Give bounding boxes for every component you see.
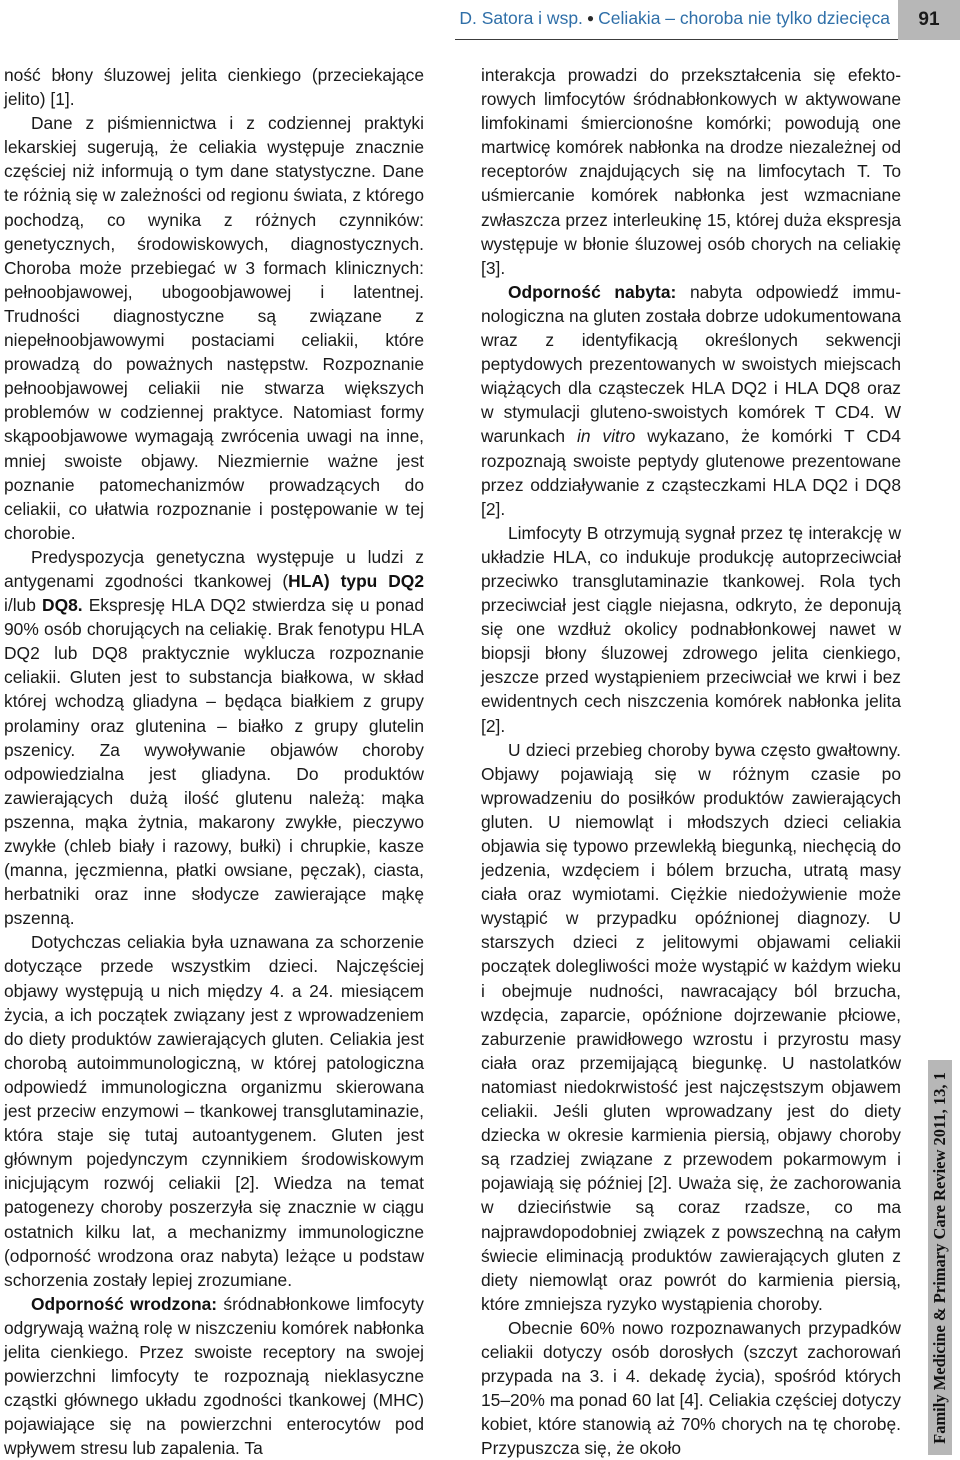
section-label: Odporność wrodzona:	[31, 1293, 218, 1314]
sentence: wykazano, że komórki T CD4 rozpoznają swoiste peptydy glutenowe prezentowane przez oddziaływanie z cząsteczkami HLA DQ2 i DQ8 [2].	[481, 426, 901, 519]
sentence: Natomiast formy skąpoobjawowe wymagają zwrócenia uwagi na inne, mniej swoiste objawy.	[4, 402, 425, 471]
paragraph-children	[481, 738, 901, 1316]
sentence: Celiakia jest chorobą autoimmunologiczną, w której patologiczna odpowiedź immunologiczna organizmu skierowana jest przeciw enzymowi – tkankowej transglutaminazie, która staje się tutaj autoantygenem.	[4, 1028, 424, 1146]
sentence: Choroba może przebiegać w 3 formach klinicznych: pełnoobjawowej, ubogoobjawowej i latentnej.	[4, 257, 424, 302]
sentence: U dzieci przebieg choroby bywa często gwałtowny.	[508, 739, 901, 760]
journal-side-tab	[928, 1060, 952, 1455]
sentence: Predyspozycja genetyczna występuje u ludzi z antygenami zgodności tkankowej (	[4, 546, 424, 591]
paragraph-adults: Obecnie 60% nowo rozpoznawanych przypadków celiakii dotyczy osób dorosłych (szczyt zachorowań przypada na 3. i 4. dekadę życia), spośród których 15–20% ma ponad 60 lat [4]. Celiakia częściej dotyczy kobiet, które stanowią aż 70% chorych na tę chorobę. Przypuszcza się, że około	[481, 1317, 901, 1459]
paragraph-prevalence	[4, 111, 424, 545]
sentence: Przez swoiste receptory na swojej powierzchni limfocyty te rozpoznają nieklasyczne cząstki głównego układu zgodności tkankowej (MHC) pojawiające się na powierzchni enterocytów pod wpływem stresu lub zapalenia. Ta	[4, 1341, 424, 1459]
paragraph-innate-immunity	[4, 1292, 424, 1460]
sentence: Trudności diagnostyczne są związane z niepełnoobjawowymi postaciami celiakii, które prowadzą do poważnych następstw.	[4, 305, 424, 375]
sentence: Jeśli gluten wprowadzany jest do diety dziecka w okresie karmienia piersią, objawy choroby są rzadziej związane z przewodem pokarmowym i pojawiają się później [2].	[481, 1101, 901, 1194]
sentence: Gluten jest to substancja białkowa, w skład której wchodzą gliadyna – będąca białkiem z grupy prolaminy oraz glutenina – białko z grupy glutelin pszenicy.	[4, 667, 425, 760]
running-header	[0, 0, 960, 40]
sentence: nabyta odpowiedź immunologiczna na gluten została dobrze udokumentowana wraz z identyfikacją określonych sekwencji peptydowych prezentowanych w swoistych miejscach wiążących dla cząsteczek HLA DQ2 i HLA DQ8 oraz w stymulacji gluteno-swoistych komórek T CD4. W warunkach	[481, 281, 901, 447]
sentence: Ciężkie niedożywienie może wystąpić w przypadku opóźnionej diagnozy.	[481, 884, 902, 929]
sentence: U niemowląt i młodszych dzieci celiakia objawia się typowo przewlekłą biegunką, niechęcią do jedzenia, wzdęciem i bólem brzucha, utratą masy ciała oraz wymiotami.	[481, 811, 902, 905]
paragraph-pathogenesis	[4, 930, 424, 1291]
section-label: Odporność nabyta:	[508, 281, 677, 302]
page-number: 91	[898, 0, 960, 40]
sentence: Rola tych przeciwciał jest ciągle niejasna, odkryto, że deponują się one wzdłuż okolicy podnabłonkowej nawet w biopsji błony śluzowej zdrowego jelita cienkiego, jeszcze przed wystąpieniem przeciwciał we krwi i bez ewidentnych cech niszczenia komórek nabłonka jelita [2].	[481, 570, 901, 736]
paragraph-b-cells	[481, 521, 901, 738]
sentence: i/lub	[4, 595, 43, 616]
paragraph-continued: ność błony śluzowej jelita cienkiego (przeciekające jelito) [1].	[4, 65, 424, 110]
bullet-separator: ●	[586, 11, 595, 25]
left-column	[4, 63, 424, 1460]
header-article-title: Celiakia – choroba nie tylko dziecięca	[598, 8, 890, 28]
sentence: Limfocyty B otrzymują sygnał przez tę interakcję w układzie HLA, co indukuje produkcję autoprzeciwciał przeciwko transglutaminazie tkankowej.	[481, 522, 901, 591]
italic-term: in vitro	[577, 426, 636, 447]
sentence: Niezmiernie ważne jest poznanie patomechanizmów prowadzących do celiakii, co ułatwia rozpoznanie i postępowanie w tej chorobie.	[4, 450, 424, 543]
paragraph-continued: interakcja prowadzi do przekształcenia się efektorowych limfocytów śródnabłonkowych w aktywowane limfokinami śmiercionośne komórki; powodują one martwicę komórek nabłonka na drodze niezależnej od receptorów znajdujących się na limfocytach T. To uśmiercanie komórek nabłonka jest wzmacniane zwłaszcza przez interleukinę 15, której duża ekspresja występuje w błonie śluzowej osób chorych na celiakię [3].	[481, 65, 901, 278]
sentence: Objawy pojawiają się w różnym czasie po wprowadzeniu do posiłków produktów zawierających gluten.	[481, 763, 901, 832]
running-title	[459, 8, 890, 29]
sentence: Gluten jest głównym pojedynczym czynnikiem środowiskowym inicjującym rozwój celiakii [2].	[4, 1125, 424, 1194]
sentence: Za wywoływanie objawów choroby odpowiedzialna jest gliadyna. Do produktów zawierających dużą ilość glutenu należą: mąka pszenna, mąka żytnia, makarony zwykłe, pieczywo zwykłe (chleb biały i razowy, bułki) i chrupkie, kasze (manna, jęczmienna, płatki owsiane, pęczak), ciasta, herbatniki oraz inne słodycze zawierające mąkę pszenną.	[4, 739, 424, 929]
sentence: Najczęściej objawy występują u nich między 4. a 24. miesiącem życia, a ich początek związany jest z wprowadzeniem do diety produktów zawierających gluten.	[4, 956, 424, 1049]
paragraph-genetics	[4, 545, 424, 931]
right-column	[481, 63, 901, 1460]
sentence: Dotychczas celiakia była uznawana za schorzenie dotyczące przede wszystkim dzieci.	[4, 932, 424, 977]
header-authors: D. Satora i wsp.	[459, 8, 583, 28]
sentence: U nastolatków natomiast niedokrwistość jest najczęstszym objawem celiakii.	[481, 1052, 902, 1122]
paragraph-acquired-immunity	[481, 280, 901, 521]
sentence: Dane z piśmiennictwa i z codziennej praktyki lekarskiej sugerują, że celiakia występuje znacznie częściej niż informują o tym dane statystyczne. Dane te różnią się w zależności od regionu świata, z którego pochodzą, co wynika z różnych czynników: genetycznych, środowiskowych, diagnostycznych.	[4, 113, 424, 254]
sentence: Wiedza na temat patogenezy choroby poszerzyła się znacznie w ciągu ostatnich kilku lat, a mechanizmy immunologiczne (odporność wrodzona oraz nabyta) leżące u podstaw schorzenia zostały lepiej zrozumiane.	[4, 1173, 424, 1290]
sentence: Rozpoznanie pełnoobjawowej celiakii nie stwarza większych problemów w codziennej praktyce.	[4, 354, 424, 423]
sentence: śródnabłonkowe limfocyty odgrywają ważną rolę w niszczeniu komórek nabłonka jelita cienkiego.	[4, 1293, 425, 1362]
sentence: Brak fenotypu HLA DQ2 lub DQ8 praktycznie wyklucza rozpoznanie celiakii.	[4, 619, 424, 688]
sentence: Ekspresję HLA DQ2 stwierdza się u ponad 90% osób chorujących na celiakię.	[4, 595, 425, 640]
bold-term: HLA) typu DQ2	[288, 570, 424, 591]
bold-term: DQ8.	[42, 595, 83, 616]
journal-citation: Family Medicine & Primary Care Review 2011, 13, 1	[930, 1071, 949, 1444]
sentence: Uważa się, że zachorowania w dzieciństwie są coraz rzadsze, co ma najprawdopodobniej związek z powszechną na całym świecie eliminacją produktów zawierających gluten z diety niemowląt oraz powrót do karmienia piersią, które zmniejsza ryzyko wystąpienia choroby.	[481, 1173, 902, 1314]
sentence: U starszych dzieci z jelitowymi objawami celiakii początek dolegliwości może wystąpić w każdym wieku i obejmuje nudności, nawracający ból brzucha, wzdęcia, zaparcie, opóźnione dojrzewanie płciowe, zaburzenie prawidłowego wzrostu i przyrostu masy ciała oraz przemijającą biegunkę.	[481, 908, 901, 1073]
